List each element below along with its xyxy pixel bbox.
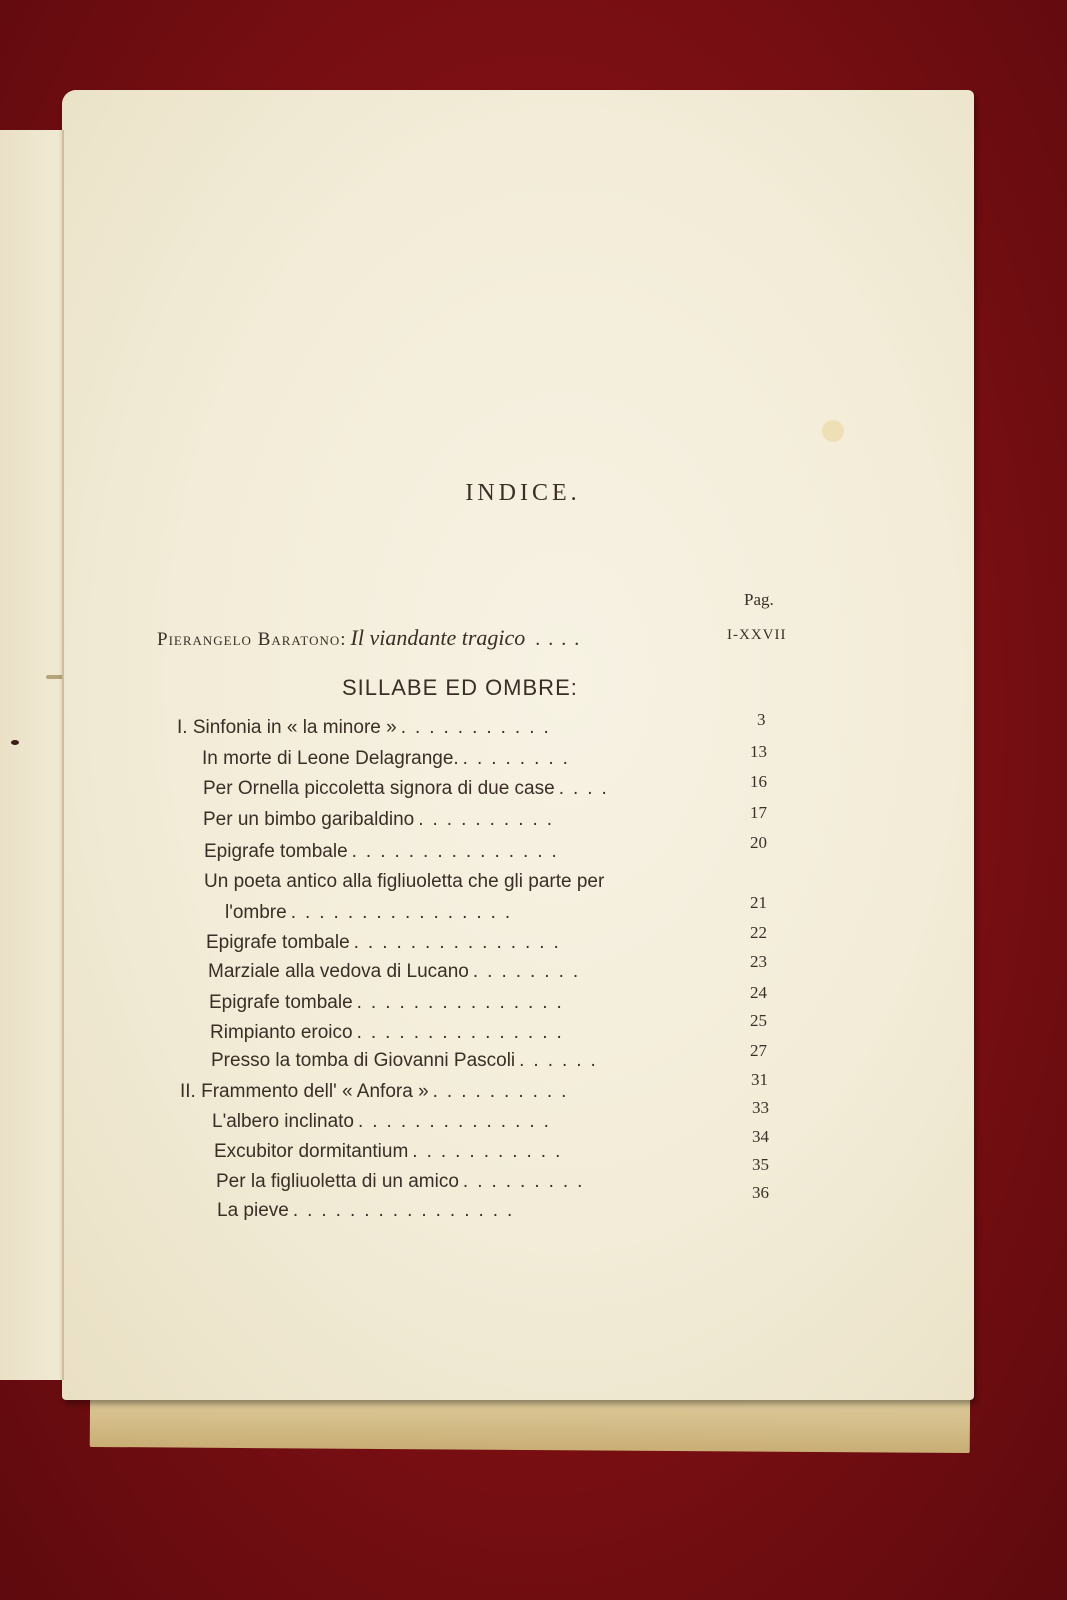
toc-page-number: 34	[752, 1127, 769, 1146]
toc-entry: Marziale alla vedova di Lucano ........	[208, 961, 588, 982]
toc-page-number: 17	[750, 803, 767, 822]
toc-entry: Un poeta antico alla figliuoletta che gli parte per	[204, 871, 605, 892]
intro-pages: I-XXVII	[727, 627, 787, 643]
toc-entry: Epigrafe tombale ...............	[206, 932, 568, 953]
toc-entry: Epigrafe tombale ...............	[209, 992, 571, 1013]
toc-page-number: 24	[750, 983, 767, 1002]
toc-page-number: 21	[750, 893, 767, 912]
toc-page-number: 3	[757, 710, 766, 729]
toc-page-number: 20	[750, 833, 767, 852]
toc-page-number: 27	[750, 1041, 767, 1060]
toc-page-number: 36	[752, 1183, 769, 1202]
toc-page-number: 23	[750, 952, 767, 971]
toc-entry: L'albero inclinato ..............	[212, 1111, 558, 1132]
intro-leader-dots: ....	[535, 628, 588, 650]
page-title: INDICE.	[465, 480, 581, 506]
toc-entry: Epigrafe tombale ...............	[204, 841, 566, 862]
toc-page-number: 13	[750, 742, 767, 761]
toc-page-number: 35	[752, 1155, 769, 1174]
toc-entry: Per un bimbo garibaldino ..........	[203, 809, 562, 830]
toc-page-number: 16	[750, 772, 767, 791]
binding-dot	[11, 740, 19, 745]
toc-page-number: 22	[750, 923, 767, 942]
toc-entry: La pieve ................	[217, 1200, 522, 1221]
toc-entry: l'ombre ................	[225, 902, 520, 923]
intro-work-title: Il viandante tragico	[350, 625, 526, 650]
toc-entry: Presso la tomba di Giovanni Pascoli ......	[211, 1050, 605, 1071]
intro-author: Pierangelo Baratono:	[157, 629, 347, 650]
toc-entry: In morte di Leone Delagrange. ........	[202, 748, 577, 769]
toc-list	[62, 90, 974, 1400]
toc-page-number: 33	[752, 1098, 769, 1117]
toc-page-number: 31	[751, 1070, 768, 1089]
toc-entry: Excubitor dormitantium ...........	[214, 1141, 570, 1162]
toc-entry: Rimpianto eroico ...............	[210, 1022, 571, 1043]
toc-entry: Per la figliuoletta di un amico .........	[216, 1171, 592, 1192]
toc-entry: Per Ornella piccoletta signora di due case ....	[203, 778, 616, 799]
toc-page-number: 25	[750, 1011, 767, 1030]
pag-label: Pag.	[744, 590, 774, 609]
section-heading: SILLABE ED OMBRE:	[342, 675, 578, 700]
toc-entry: I. Sinfonia in « la minore » ...........	[177, 717, 558, 738]
toc-entry: II. Frammento dell' « Anfora » ..........	[180, 1081, 576, 1102]
book-page	[62, 90, 974, 1400]
